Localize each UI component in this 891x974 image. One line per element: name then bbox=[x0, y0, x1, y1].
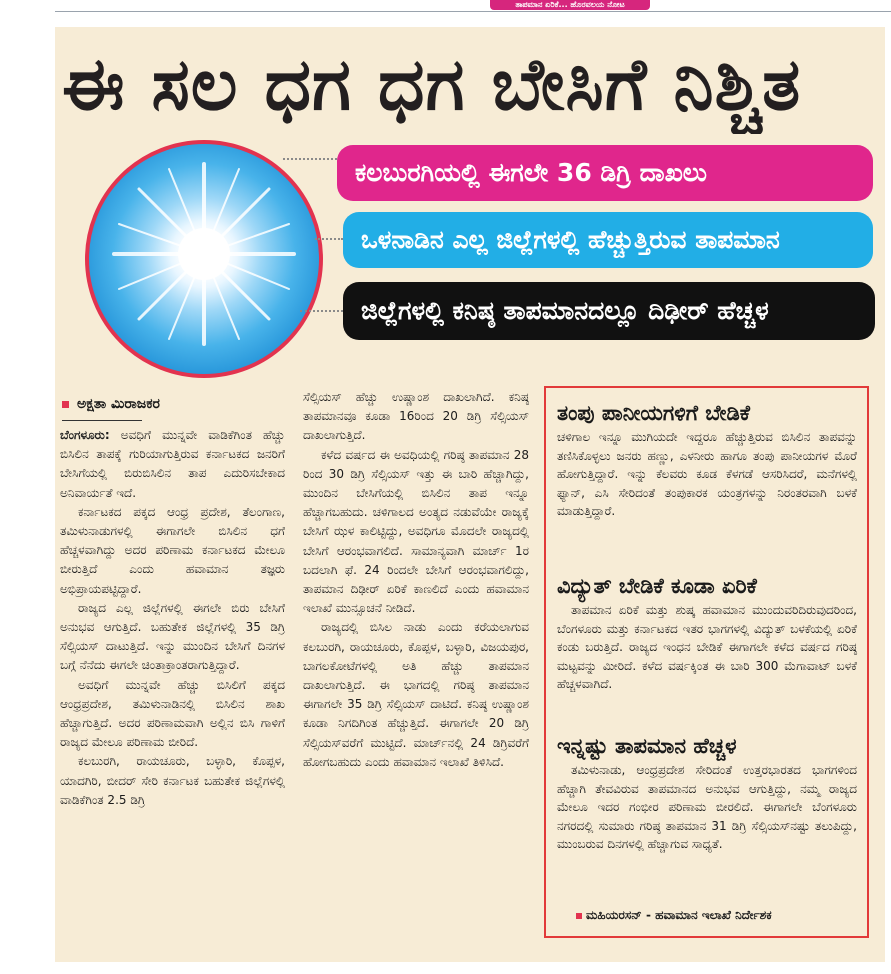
bullet-square-icon bbox=[62, 401, 69, 408]
byline bbox=[62, 396, 212, 418]
sidebar-box bbox=[544, 386, 869, 938]
box-section-electricity bbox=[557, 571, 857, 694]
box-text: ತಮಿಳುನಾಡು, ಆಂಧ್ರಪ್ರದೇಶ ಸೇರಿದಂತೆ ಉತ್ತರಭಾರತದ ಭಾಗಗಳಿಂದ ಹೆಚ್ಚಾಗಿ ತೇವವಿರುವ ತಾಪಮಾನದ ಅನುಭವ ಆಗುತ್ತಿದ್ದು, ನಮ್ಮ ರಾಜ್ಯದ ಮೇಲೂ ಇದರ ಗಂಭೀರ ಪರಿಣಾಮ ಬೀರಲಿದೆ. ಈಗಾಗಲೇ ಬೆಂಗಳೂರು ನಗರದಲ್ಲಿ ಸುಮಾರು ಗರಿಷ್ಠ ತಾಪಮಾನ 31 ಡಿಗ್ರಿ ಸೆಲ್ಸಿಯಸ್‌ನಷ್ಟು ತಲುಪಿದ್ದು, ಮುಂಬರುವ ದಿನಗಳಲ್ಲಿ ಹೆಚ್ಚಾಗುವ ಸಾಧ್ಯತೆ. bbox=[557, 763, 857, 851]
top-rule bbox=[55, 11, 891, 12]
top-section-tag: ತಾಪಮಾನ ಏರಿಕೆ... ಹೊರವಲಯ ನೋಟ bbox=[490, 0, 650, 10]
credit-text: ಮಹಿಯರಸನ್ - ಹವಾಮಾನ ಇಲಾಖೆ ನಿರ್ದೇಶಕ bbox=[586, 908, 772, 922]
connector-blue bbox=[315, 238, 343, 240]
byline-rule bbox=[62, 420, 142, 421]
paragraph: ಅವಧಿಗೆ ಮುನ್ನವೇ ಹೆಚ್ಚು ಬಿಸಿಲಿಗೆ ಪಕ್ಕದ ಆಂಧ್ರಪ್ರದೇಶ, ತಮಿಳುನಾಡಿನಲ್ಲಿ ಬಿಸಿಲಿನ ಶಾಖ ಹೆಚ್ಚಾಗುತ್ತಿದೆ. ಅದರ ಪರಿಣಾಮವಾಗಿ ಅಲ್ಲಿನ ಬಿಸಿ ಗಾಳಿಗೆ ರಾಜ್ಯದ ಮೇಲೂ ಪರಿಣಾಮ ಬೀರಿದೆ. bbox=[60, 677, 285, 750]
paragraph: ರಾಜ್ಯದ ಎಲ್ಲ ಜಿಲ್ಲೆಗಳಲ್ಲಿ ಈಗಲೇ ಬಿರು ಬೇಸಿಗೆ ಅನುಭವ ಆಗುತ್ತಿದೆ. ಬಹುತೇಕ ಜಿಲ್ಲೆಗಳಲ್ಲಿ 35 ಡಿಗ್ರಿ ಸೆಲ್ಸಿಯಸ್ ದಾಟುತ್ತಿದೆ. ಇನ್ನು ಮುಂದಿನ ಬೇಸಿಗೆ ದಿನಗಳ ಬಗ್ಗೆ ನೆನೆದು ಈಗಲೇ ಚಿಂತಾಕ್ರಾಂತರಾಗುತ್ತಿದ್ದಾರೆ. bbox=[60, 600, 285, 673]
connector-pink bbox=[283, 158, 337, 160]
box-heading: ವಿದ್ಯುತ್ ಬೇಡಿಕೆ ಕೂಡಾ ಏರಿಕೆ bbox=[557, 574, 757, 598]
box-heading: ಇನ್ನಷ್ಟು ತಾಪಮಾನ ಹೆಚ್ಚಳ bbox=[557, 734, 737, 758]
banner-pink: ಕಲಬುರಗಿಯಲ್ಲಿ ಈಗಲೇ 36 ಡಿಗ್ರಿ ದಾಖಲು bbox=[337, 145, 873, 201]
sun-rays-icon bbox=[89, 144, 319, 374]
dateline: ಬೆಂಗಳೂರು: bbox=[60, 428, 110, 442]
box-heading: ತಂಪು ಪಾನೀಯಗಳಿಗೆ ಬೇಡಿಕೆ bbox=[557, 401, 750, 425]
paragraph: ಕರ್ನಾಟಕದ ಪಕ್ಕದ ಆಂಧ್ರ ಪ್ರದೇಶ, ತೆಲಂಗಾಣ, ತಮಿಳುನಾಡುಗಳಲ್ಲಿ ಈಗಾಗಲೇ ಬಿಸಿಲಿನ ಧಗೆ ಹೆಚ್ಚಳವಾಗಿದ್ದು ಅದರ ಪರಿಣಾಮ ಕರ್ನಾಟಕದ ಮೇಲೂ ಬೀರುತ್ತಿದೆ ಎಂದು ಹವಾಮಾನ ತಜ್ಞರು ಅಭಿಪ್ರಾಯಪಟ್ಟಿದ್ದಾರೆ. bbox=[60, 504, 285, 596]
banner-black: ಜಿಲ್ಲೆಗಳಲ್ಲಿ ಕನಿಷ್ಠ ತಾಪಮಾನದಲ್ಲೂ ದಿಢೀರ್ ಹೆಚ್ಚಳ bbox=[343, 282, 875, 340]
author-name: ಅಕ್ಷತಾ ಮಿರಾಜಕರ bbox=[77, 396, 160, 412]
paragraph-text: ಅವಧಿಗೆ ಮುನ್ನವೇ ವಾಡಿಕೆಗಿಂತ ಹೆಚ್ಚು ಬಿಸಿಲಿನ ತಾಪಕ್ಕೆ ಗುರಿಯಾಗುತ್ತಿರುವ ಕರ್ನಾಟಕದ ಜನರಿಗೆ ಬೇಸಿಗೆಯಲ್ಲಿ ಬಿರುಬಿಸಿಲಿನ ತಾಪ ಎದುರಿಸಬೇಕಾದ ಅನಿವಾರ್ಯತೆ ಇದೆ. bbox=[60, 428, 285, 500]
box-section-cold-drinks bbox=[557, 398, 857, 521]
paragraph: ಸೆಲ್ಸಿಯಸ್ ಹೆಚ್ಚು ಉಷ್ಣಾಂಶ ದಾಖಲಾಗಿದೆ. ಕನಿಷ್ಠ ತಾಪಮಾನವೂ ಕೂಡಾ 16ರಿಂದ 20 ಡಿಗ್ರಿ ಸೆಲ್ಸಿಯಸ್ ದಾಖಲಾಗುತ್ತಿದೆ. bbox=[303, 390, 529, 443]
connector-black bbox=[300, 310, 343, 312]
article-column-2 bbox=[303, 388, 529, 948]
box-section-temperature bbox=[557, 731, 857, 854]
banner-blue: ಒಳನಾಡಿನ ಎಲ್ಲ ಜಿಲ್ಲೆಗಳಲ್ಲಿ ಹೆಚ್ಚುತ್ತಿರುವ ತಾಪಮಾನ bbox=[343, 212, 873, 268]
paragraph: ರಾಜ್ಯದಲ್ಲಿ ಬಿಸಿಲ ನಾಡು ಎಂದು ಕರೆಯಲಾಗುವ ಕಲಬುರಗಿ, ರಾಯಚೂರು, ಕೊಪ್ಪಳ, ಬಳ್ಳಾರಿ, ವಿಜಯಪುರ, ಬಾಗಲಕೋಟೆಗಳಲ್ಲಿ ಅತಿ ಹೆಚ್ಚು ತಾಪಮಾನ ದಾಖಲಾಗುತ್ತಿದೆ. ಈ ಭಾಗದಲ್ಲಿ ಗರಿಷ್ಠ ತಾಪಮಾನ ಈಗಾಗಲೇ 35 ಡಿಗ್ರಿ ಸೆಲ್ಸಿಯಸ್ ದಾಟಿದೆ. ಕನಿಷ್ಠ ಉಷ್ಣಾಂಶ ಕೂಡಾ ನಿಗದಿಗಿಂತ ಹೆಚ್ಚುತ್ತಿದೆ. ಈಗಾಗಲೇ 20 ಡಿಗ್ರಿ ಸೆಲ್ಸಿಯಸ್‌ವರೆಗೆ ಮುಟ್ಟಿದೆ. ಮಾರ್ಚ್‌ನಲ್ಲಿ 24 ಡಿಗ್ರಿವರೆಗೆ ಹೋಗಬಹುದು ಎಂದು ಹವಾಮಾನ ಇಲಾಖೆ ತಿಳಿಸಿದೆ. bbox=[303, 620, 529, 769]
box-text: ತಾಪಮಾನ ಏರಿಕೆ ಮತ್ತು ಶುಷ್ಕ ಹವಾಮಾನ ಮುಂದುವರಿದಿರುವುದರಿಂದ, ಬೆಂಗಳೂರು ಮತ್ತು ಕರ್ನಾಟಕದ ಇತರ ಭಾಗಗಳಲ್ಲಿ ವಿದ್ಯುತ್ ಬಳಕೆಯಲ್ಲಿ ಏರಿಕೆ ಕಂಡು ಬರುತ್ತಿದೆ. ರಾಜ್ಯದ ಇಂಧನ ಬೇಡಿಕೆ ಈಗಾಗಲೇ ಕಳೆದ ವರ್ಷದ ಗರಿಷ್ಠ ಮಟ್ಟವನ್ನು ಮೀರಿದೆ. ಕಳೆದ ವರ್ಷಕ್ಕಿಂತ ಈ ಬಾರಿ 300 ಮೆಗಾವಾಟ್ ಬಳಕೆ ಹೆಚ್ಚಳವಾಗಿದೆ. bbox=[557, 603, 857, 691]
article-column-1 bbox=[60, 426, 285, 946]
box-text: ಚಳಿಗಾಲ ಇನ್ನೂ ಮುಗಿಯದೇ ಇದ್ದರೂ ಹೆಚ್ಚುತ್ತಿರುವ ಬಿಸಿಲಿನ ತಾಪವನ್ನು ತಣಿಸಿಕೊಳ್ಳಲು ಜನರು ಹಣ್ಣು, ಎಳನೀರು ಹಾಗೂ ತಂಪು ಪಾನೀಯಗಳ ಮೊರೆ ಹೋಗುತ್ತಿದ್ದಾರೆ. ಇನ್ನು ಕೆಲವರು ಕೂಡ ಕೆಳಗಡೆ ಆಸರಿಸಿದರೆ, ಮನೆಗಳಲ್ಲಿ ಫ್ಯಾನ್, ಎಸಿ ಸೇರಿದಂತೆ ತಂಪುಕಾರಕ ಯಂತ್ರಗಳನ್ನು ನಿರಂತರವಾಗಿ ಬಳಕೆ ಮಾಡುತ್ತಿದ್ದಾರೆ. bbox=[557, 430, 857, 518]
paragraph: ಕಲಬುರಗಿ, ರಾಯಚೂರು, ಬಳ್ಳಾರಿ, ಕೊಪ್ಪಳ, ಯಾದಗಿರಿ, ಬೀದರ್ ಸೇರಿ ಕರ್ನಾಟಕ ಬಹುತೇಕ ಜಿಲ್ಲೆಗಳಲ್ಲಿ ವಾಡಿಕೆಗಿಂತ 2.5 ಡಿಗ್ರಿ bbox=[60, 754, 285, 807]
sun-image bbox=[85, 140, 323, 378]
box-credit bbox=[576, 908, 866, 923]
paragraph bbox=[60, 426, 285, 503]
bullet-square-icon bbox=[576, 913, 582, 919]
paragraph: ಕಳೆದ ವರ್ಷದ ಈ ಅವಧಿಯಲ್ಲಿ ಗರಿಷ್ಠ ತಾಪಮಾನ 28 ರಿಂದ 30 ಡಿಗ್ರಿ ಸೆಲ್ಸಿಯಸ್ ಇತ್ತು ಈ ಬಾರಿ ಹೆಚ್ಚಾಗಿದ್ದು, ಮುಂದಿನ ಬೇಸಿಗೆಯಲ್ಲಿ ಬಿಸಿಲಿನ ತಾಪ ಇನ್ನೂ ಹೆಚ್ಚಾಗಬಹುದು. ಚಳಿಗಾಲದ ಅಂತ್ಯದ ನಡುವೆಯೇ ರಾಜ್ಯಕ್ಕೆ ಬೇಸಿಗೆ ಝಳ ಕಾಲಿಟ್ಟಿದ್ದು, ಅವಧಿಗೂ ಮೊದಲೇ ರಾಜ್ಯದಲ್ಲಿ ಬೇಸಿಗೆ ಆರಂಭವಾಗಲಿದೆ. ಸಾಮಾನ್ಯವಾಗಿ ಮಾರ್ಚ್ 1ರ ಬದಲಾಗಿ ಫೆ. 24 ರಿಂದಲೇ ಬೇಸಿಗೆ ಆರಂಭವಾಗಲಿದ್ದು, ತಾಪಮಾನ ದಿಢೀರ್ ಏರಿಕೆ ಕಾಣಲಿದೆ ಎಂದು ಹವಾಮಾನ ಇಲಾಖೆ ಮುನ್ಸೂಚನೆ ನೀಡಿದೆ. bbox=[303, 447, 529, 616]
headline: ಈ ಸಲ ಧಗ ಧಗ ಬೇಸಿಗೆ ನಿಶ್ಚಿತ bbox=[62, 42, 802, 126]
